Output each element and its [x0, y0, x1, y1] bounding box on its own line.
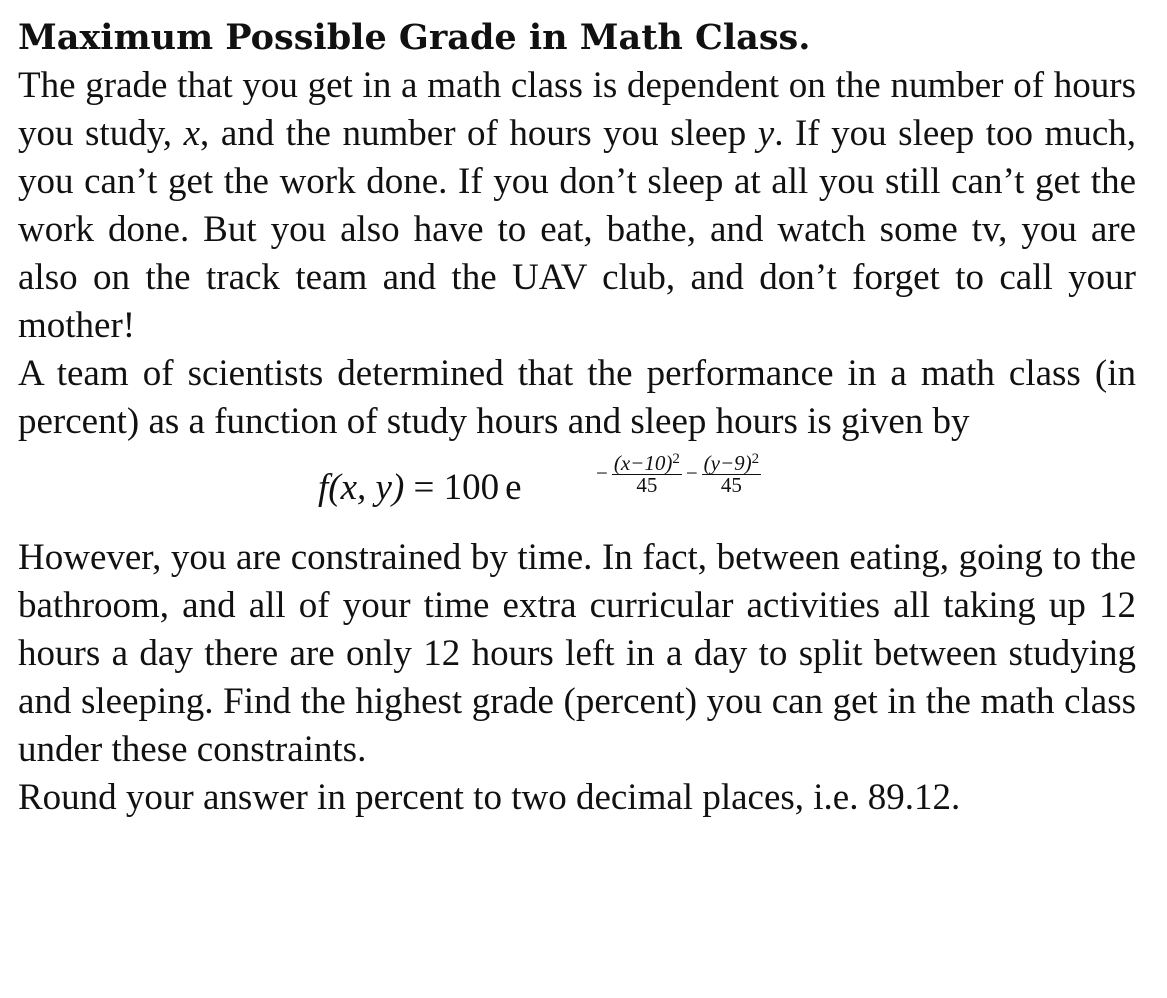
formula-equals: =: [413, 467, 435, 508]
problem-document: [18, 14, 1136, 822]
exponent-minus: −: [685, 461, 698, 485]
intro-paragraph: [18, 62, 1136, 350]
formula-lhs: [318, 466, 522, 509]
rounding-instruction: Round your answer in percent to two decimal places, i.e. 89.12.: [18, 777, 961, 818]
term-1-numerator: [612, 452, 682, 475]
formula-function-name: f: [318, 467, 329, 508]
formula-base: e: [505, 467, 522, 508]
intro-text-a: The grade that you get in a math class is dependent on the number of hours you study,: [18, 65, 1136, 154]
grade-formula: [18, 446, 1136, 534]
term-2-numerator: [702, 452, 761, 475]
term-2-denominator: 45: [720, 473, 742, 497]
model-paragraph: A team of scientists determined that the performance in a math class (in percent) as a function of study hours and sleep hours is given by: [18, 353, 1136, 442]
intro-text-c: . If you sleep too much, you can’t get the work done. If you don’t sleep at all you still can’t get the work done. But you also have to eat, bathe, and watch some tv, you are also on the track team and the UAV club, and don’t forget to call your mother!: [18, 113, 1136, 346]
exponent-term-2: [702, 452, 761, 495]
term-2-power: 2: [751, 451, 760, 467]
term-1-power: 2: [672, 451, 680, 467]
exponent-sign: −: [596, 461, 608, 485]
term-1-denominator: 45: [636, 473, 658, 497]
formula-arguments: (x, y): [328, 467, 405, 508]
formula-exponent: [596, 452, 765, 495]
problem-title: Maximum Possible Grade in Math Class.: [18, 17, 811, 58]
intro-text-b: , and the number of hours you sleep: [200, 113, 758, 154]
term-1-numerator-text: (x−10): [613, 451, 673, 475]
exponent-term-1: [612, 452, 682, 495]
constraint-paragraph: However, you are constrained by time. In fact, between eating, going to the bathroom, and all of your time extra curricular activities all taking up 12 hours a day there are only 12 hours left in a day to split between studying and sleeping. Find the highest grade (percent) you can get in the math class under these constraints.: [18, 537, 1136, 770]
formula-coefficient: 100: [443, 467, 500, 508]
term-2-numerator-text: (y−9): [703, 451, 752, 475]
variable-x: x: [183, 113, 201, 154]
variable-y: y: [757, 113, 775, 154]
